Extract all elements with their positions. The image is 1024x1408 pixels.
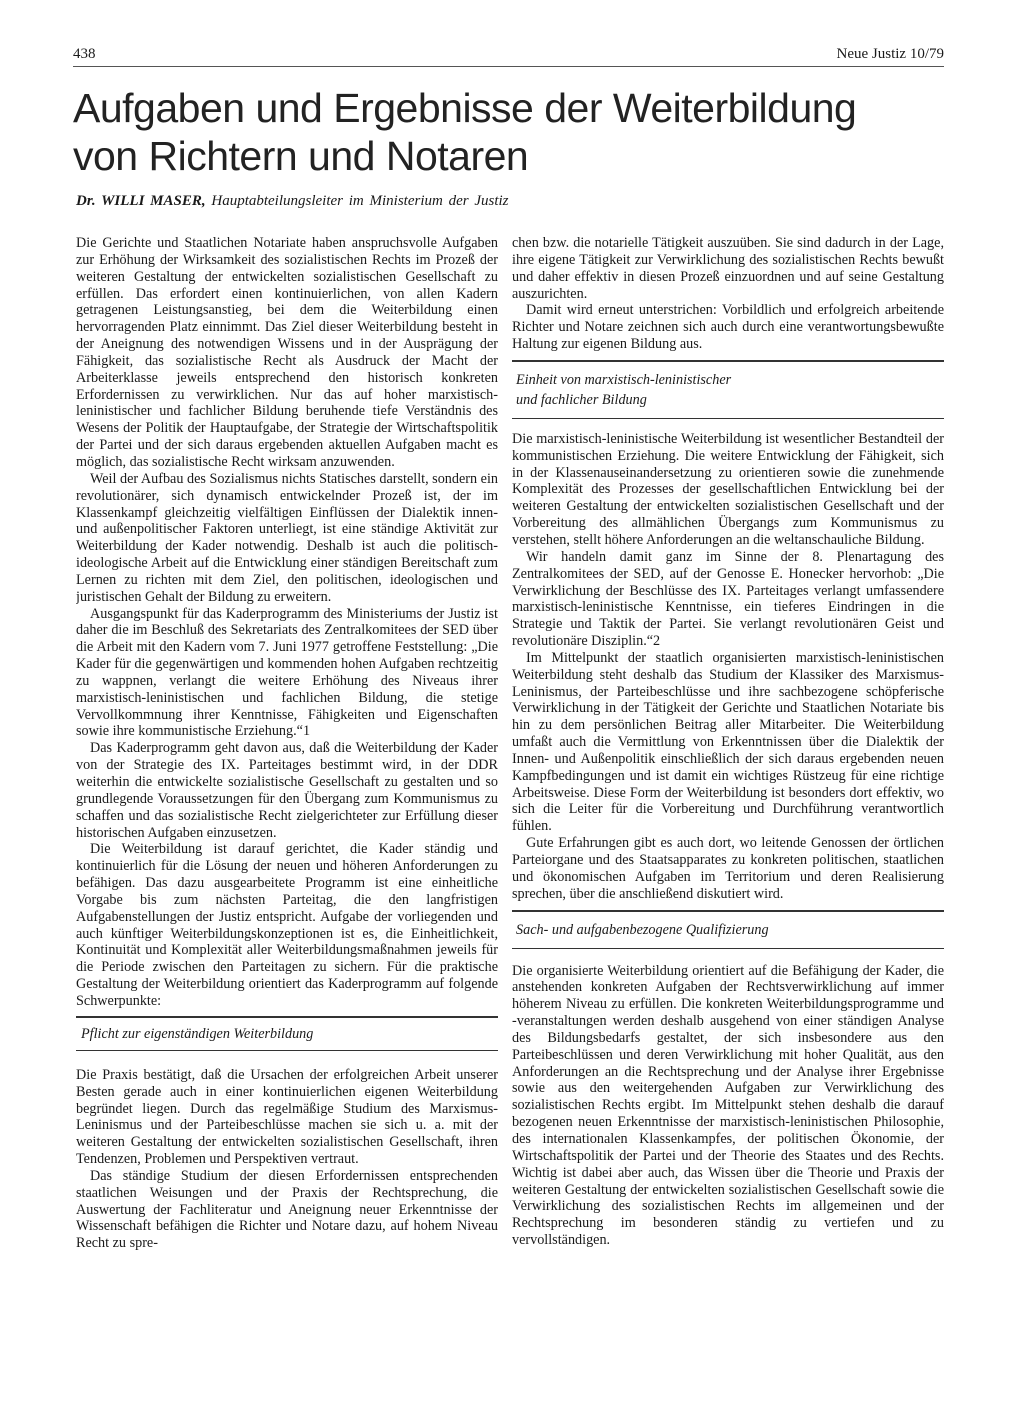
paragraph: Die Praxis bestätigt, daß die Ursachen der erfolgreichen Arbeit unserer Besten gerade auch in einer kontinuierlichen eigenen Weiterbildung begründet liegen. Durch das regelmäßige Studium des Marxismus-Leninismus und der Parteibeschlüsse machen sie sich u. a. mit der weiteren Gestaltung der entwickelten sozialistischen Gesellschaft, ihren Tendenzen, Problemen und Perspektiven vertraut. <box>76 1066 498 1168</box>
author-line <box>76 193 956 210</box>
paragraph: Gute Erfahrungen gibt es auch dort, wo leitende Genossen der örtlichen Parteiorgane und des Staatsapparates zu konkreten politischen, staatlichen und ökonomischen Aufgaben im Territorium und deren Realisierung sprechen, über die anschließend diskutiert wird. <box>512 835 944 902</box>
paragraph: Wir handeln damit ganz im Sinne der 8. Plenartagung des Zentralkomitees der SED, auf der Genosse E. Honecker hervorhob: „Die Verwirklichung der Beschlüsse des IX. Parteitages verlangt umfassendere marxistisch-leninistische Kenntnisse, ein tieferes Eindringen in die Strategie und Taktik der Partei. Sie verlangt revolutionären Geist und revolutionäre Disziplin.“2 <box>512 548 944 650</box>
paragraph: Ausgangspunkt für das Kaderprogramm des Ministeriums der Justiz ist daher die im Beschluß des Sekretariats des Zentralkomitees der SED über die Arbeit mit den Kadern vom 7. Juni 1977 getroffene Feststellung: „Die Kader für die gegenwärtigen und kommenden hohen Aufgaben rechtzeitig zu wappnen, verlangt die weitere Erhöhung des Niveaus ihrer marxistisch-leninistischen und fachlichen Bildung, die stetige Vervollkommnung ihrer Kenntnisse, Fähigkeiten und Eigenschaften sowie ihre kommunistische Erziehung.“1 <box>76 605 498 740</box>
page-number: 438 <box>73 46 96 62</box>
paragraph: Die Gerichte und Staatlichen Notariate haben anspruchsvolle Aufgaben zur Erhöhung der Wirksamkeit des sozialistischen Rechts im Prozeß der weiteren Gestaltung der entwickelten sozialistischen Gesellschaft zu erfüllen. Das erfordert einen kontinuierlichen, von allen Kadern getragenen Leistungsanstieg, bei dem die Weiterbildung einen hervorragenden Platz einnimmt. Das Ziel dieser Weiterbildung besteht in der Aneignung des notwendigen Wissens und in der Ausprägung der Fähigkeit, das sozialistische Recht als Ausdruck der Macht der Arbeiterklasse jeweils entsprechend den historisch konkreten Erfordernissen zu verwirklichen. Nur das auf hoher marxistisch-leninistischer und fachlicher Bildung beruhende tiefe Verständnis des Wesens der Politik der Hauptaufgabe, der Strategie der Wirtschaftspolitik der Partei und der sich daraus ergebenden aktuellen Aufgaben macht es möglich, das sozialistische Recht wirksam anzuwenden. <box>76 235 498 470</box>
author-name: Dr. WILLI MASER, <box>76 193 206 209</box>
section-heading-einheit <box>512 360 944 419</box>
title-line-2: von Richtern und Notaren <box>73 133 529 179</box>
section-heading-pflicht: Pflicht zur eigenständigen Weiterbildung <box>76 1016 498 1051</box>
paragraph: Damit wird erneut unterstrichen: Vorbildlich und erfolgreich arbeitende Richter und Notare zeichnen sich auch durch eine verantwortungsbewußte Haltung zur eigenen Bildung aus. <box>512 302 944 353</box>
paragraph: Das Kaderprogramm geht davon aus, daß die Weiterbildung der Kader von der Strategie des IX. Parteitages bestimmt wird, in der DDR weiterhin die entwickelte sozialistische Gesellschaft zu gestalten und so grundlegende Voraussetzungen für den Übergang zum Kommunismus zu schaffen und das sozialistische Recht zielgerichteter zur Erfüllung dieser historischen Aufgaben einzusetzen. <box>76 740 498 841</box>
paragraph: Die organisierte Weiterbildung orientiert auf die Befähigung der Kader, die anstehenden konkreten Aufgaben der Rechtsverwirklichung auf immer höherem Niveau zu erfüllen. Die konkreten Weiterbildungsprogramme und -veranstaltungen werden deshalb ausgehend von einer ständigen Analyse des Bildungsbedarfs gestaltet, der sich insbesondere aus den Parteibeschlüssen und deren Verwirklichung mit hoher Qualität, aus den Anforderungen an die Rechtsprechung und der Analyse ihrer Ergebnisse sowie aus den weitergehenden Aufgaben zur Verwirklichung des sozialistischen Rechts ergibt. Im Mittelpunkt stehen deshalb die darauf bezogenen neuen Erkenntnisse der marxistisch-leninistischen Philosophie, des internationalen Klassenkampfes, der politischen Ökonomie, der Wirtschaftspolitik der Partei und der Theorie des Staates und des Rechts. Wichtig ist dabei aber auch, das Wissen über die Theorie und Praxis der weiteren Gestaltung der entwickelten sozialistischen Gesellschaft sowie die Verwirklichung des sozialistischen Rechts im allgemeinen und der Rechtsprechung im besonderen ständig zu vertiefen und zu vervollständigen. <box>512 962 944 1249</box>
right-column <box>512 235 944 1345</box>
paragraph: Das ständige Studium der diesen Erfordernissen entsprechenden staatlichen Weisungen und der Praxis der Rechtsprechung, die Auswertung der Fachliteratur und Aneignung neuer Erkenntnisse der Wissenschaft befähigen die Richter und Notare dazu, auf hohem Niveau Recht zu spre- <box>76 1167 498 1252</box>
paragraph: Im Mittelpunkt der staatlich organisierten marxistisch-leninistischen Weiterbildung steht deshalb das Studium der Klassiker des Marxismus-Leninismus, der Parteibeschlüsse und ihre sachbezogene schöpferische Verwirklichung in der Tätigkeit der Gerichte und Staatlichen Notariate bis hin zu dem persönlichen Beitrag aller Mitarbeiter. Die Weiterbildung umfaßt auch die Vermittlung von Erkenntnissen über die Dialektik der Innen- und Außenpolitik einschließlich der sich daraus ergebenden neuen Kampfbedingungen und ist damit ein wichtiges Rüstzeug für eine richtige Arbeitsweise. Diese Form der Weiterbildung ist besonders dort effektiv, wo sich die Leiter für die Vorbereitung und Durchführung verantwortlich fühlen. <box>512 649 944 835</box>
section-heading-line: Einheit von marxistisch-leninistischer <box>516 371 732 388</box>
journal-issue: Neue Justiz 10/79 <box>836 46 944 62</box>
title-line-1: Aufgaben und Ergebnisse der Weiterbildung <box>73 85 857 131</box>
article-title <box>73 84 953 180</box>
left-column <box>76 235 498 1350</box>
section-heading-qualifizierung: Sach- und aufgabenbezogene Qualifizierung <box>512 910 944 949</box>
paragraph: Weil der Aufbau des Sozialismus nichts Statisches darstellt, sondern ein revolutionärer, sich dynamisch entwickelnder Prozeß ist, der im Klassenkampf gleichzeitig vielfältigen Einflüssen der Dialektik innen- und außenpolitischer Faktoren unterliegt, ist eine ständige Aktivität zur Weiterbildung der Kader notwendig. Deshalb ist auch die politisch-ideologische Arbeit auf die Entwicklung einer ständigen Bereitschaft zum Lernen zu richten mit dem Ziel, den politischen, ideologischen und juristischen Gehalt der Bildung zu erweitern. <box>76 470 498 605</box>
paragraph: chen bzw. die notarielle Tätigkeit auszuüben. Sie sind dadurch in der Lage, ihre eigene Tätigkeit zur Verwirklichung des sozialistischen Rechts bewußt und daher effektiv in diesen Prozeß einzuordnen und auf seine Gestaltung auszurichten. <box>512 235 944 302</box>
paragraph: Die Weiterbildung ist darauf gerichtet, die Kader ständig und kontinuierlich für die Lösung der neuen und höheren Anforderungen zu befähigen. Das dazu ausgearbeitete Programm ist eine einheitliche Vorgabe bis zum nächsten Parteitag, die den langfristigen Aufgabenstellungen der Justiz entspricht. Aufgabe der vorliegenden und auch künftiger Weiterbildungskonzeptionen ist es, die Einheitlichkeit, Kontinuität und Komplexität aller Weiterbildungsmaßnahmen jeweils für die Periode zwischen den Parteitagen zu sichern. Für die praktische Gestaltung der Weiterbildung orientiert das Kaderprogramm auf folgende Schwerpunkte: <box>76 841 498 1009</box>
running-head <box>73 44 944 67</box>
author-position: Hauptabteilungsleiter im Ministerium der Justiz <box>211 193 509 209</box>
paragraph: Die marxistisch-leninistische Weiterbildung ist wesentlicher Bestandteil der kommunistischen Erziehung. Die weitere Entwicklung der Fähigkeit, sich in der Klassenauseinandersetzung zu orientieren sowie die zunehmende Komplexität des Prozesses der gesellschaftlichen Entwicklung bei der weiteren Gestaltung der entwickelten sozialistischen Gesellschaft und der Vorbereitung des allmählichen Übergangs zum Kommunismus zu verstehen, stellt höhere Anforderungen an die weltanschauliche Bildung. <box>512 430 944 548</box>
section-heading-line: und fachlicher Bildung <box>516 391 647 408</box>
